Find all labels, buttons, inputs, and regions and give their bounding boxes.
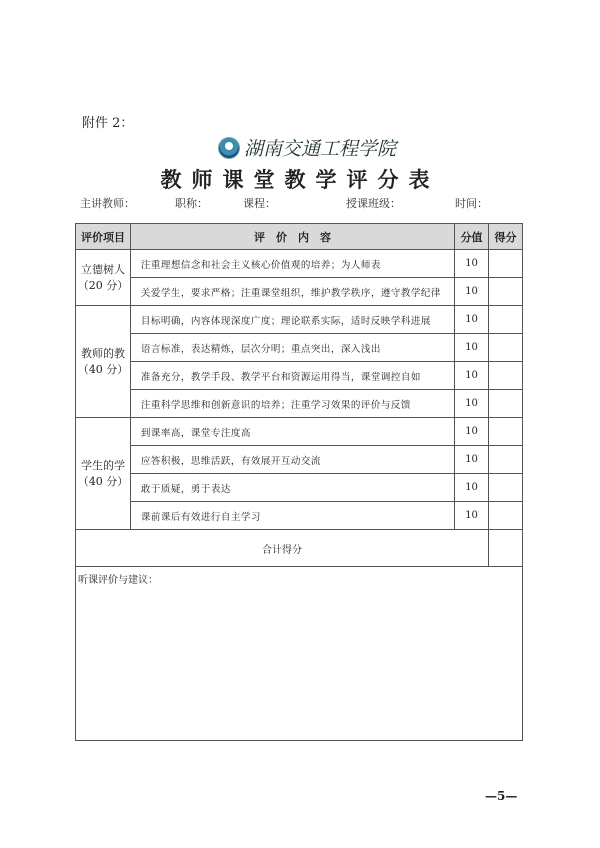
criterion-points: 10: [455, 334, 489, 362]
page-number: —5—: [485, 789, 518, 803]
criterion-text: 注重理想信念和社会主义核心价值观的培养；为人师表: [130, 250, 454, 278]
score-input-cell[interactable]: [489, 418, 523, 446]
teacher-label: 主讲教师：: [80, 197, 135, 210]
criterion-text: 应答积极，思维活跃，有效展开互动交流: [130, 446, 454, 474]
form-title: 教师课堂教学评分表: [160, 167, 440, 192]
comment-cell[interactable]: [76, 567, 523, 741]
category-cell: [76, 306, 131, 418]
total-row: [76, 530, 523, 567]
criterion-points: 10: [455, 362, 489, 390]
table-row: [76, 250, 523, 278]
criterion-text: 关爱学生，要求严格；注重课堂组织，维护教学秩序，遵守教学纪律: [130, 278, 454, 306]
table-row: [76, 306, 523, 334]
category-points: （40 分）: [77, 362, 129, 376]
criterion-points: 10: [455, 446, 489, 474]
evaluation-table: [75, 223, 523, 741]
criterion-text: 目标明确，内容体现深度广度；理论联系实际，适时反映学科进展: [130, 306, 454, 334]
category-points: （20 分）: [77, 278, 129, 292]
table-row: [76, 362, 523, 390]
score-input-cell[interactable]: [489, 446, 523, 474]
total-score-cell[interactable]: [489, 530, 523, 567]
category-name: 学生的学: [80, 458, 125, 472]
category-name: 立德树人: [80, 262, 125, 276]
score-input-cell[interactable]: [489, 390, 523, 418]
score-input-cell[interactable]: [489, 278, 523, 306]
time-label: 时间：: [455, 197, 488, 210]
table-row: [76, 390, 523, 418]
header-points: 分值: [455, 224, 489, 250]
table-row: [76, 474, 523, 502]
category-name: 教师的教: [80, 346, 125, 360]
course-label: 课程：: [243, 197, 276, 210]
criterion-points: 10: [455, 474, 489, 502]
criterion-text: 语言标准，表达精炼，层次分明；重点突出，深入浅出: [130, 334, 454, 362]
score-input-cell[interactable]: [489, 250, 523, 278]
criterion-points: 10: [455, 418, 489, 446]
criterion-points: 10: [455, 250, 489, 278]
criterion-text: 注重科学思维和创新意识的培养；注重学习效果的评价与反馈: [130, 390, 454, 418]
table-row: [76, 502, 523, 530]
school-emblem-icon: [218, 137, 240, 159]
comment-row: [76, 567, 523, 741]
total-label: 合计得分: [76, 530, 489, 567]
score-input-cell[interactable]: [489, 334, 523, 362]
header-content: 评 价 内 容: [130, 224, 454, 250]
criterion-points: 10: [455, 278, 489, 306]
criterion-points: 10: [455, 502, 489, 530]
rank-label: 职称：: [175, 197, 208, 210]
score-input-cell[interactable]: [489, 502, 523, 530]
criterion-points: 10: [455, 390, 489, 418]
score-input-cell[interactable]: [489, 306, 523, 334]
attachment-label: 附件 2：: [82, 116, 134, 131]
table-row: [76, 446, 523, 474]
table-row: [76, 418, 523, 446]
class-label: 授课班级：: [346, 197, 401, 210]
category-cell: [76, 250, 131, 306]
category-points: （40 分）: [77, 474, 129, 488]
criterion-text: 准备充分，教学手段、教学平台和资源运用得当，课堂调控自如: [130, 362, 454, 390]
score-input-cell[interactable]: [489, 474, 523, 502]
table-row: [76, 278, 523, 306]
criterion-points: 10: [455, 306, 489, 334]
comment-label: 听课评价与建议：: [78, 575, 158, 586]
score-input-cell[interactable]: [489, 362, 523, 390]
criterion-text: 课前课后有效进行自主学习: [130, 502, 454, 530]
criterion-text: 到课率高，课堂专注度高: [130, 418, 454, 446]
school-logo: [218, 134, 396, 161]
header-score: 得分: [489, 224, 523, 250]
school-name: 湖南交通工程学院: [244, 138, 397, 160]
table-row: [76, 334, 523, 362]
table-header-row: [76, 224, 523, 250]
criterion-text: 敢于质疑，勇于表达: [130, 474, 454, 502]
header-category: 评价项目: [76, 224, 131, 250]
category-cell: [76, 418, 131, 530]
